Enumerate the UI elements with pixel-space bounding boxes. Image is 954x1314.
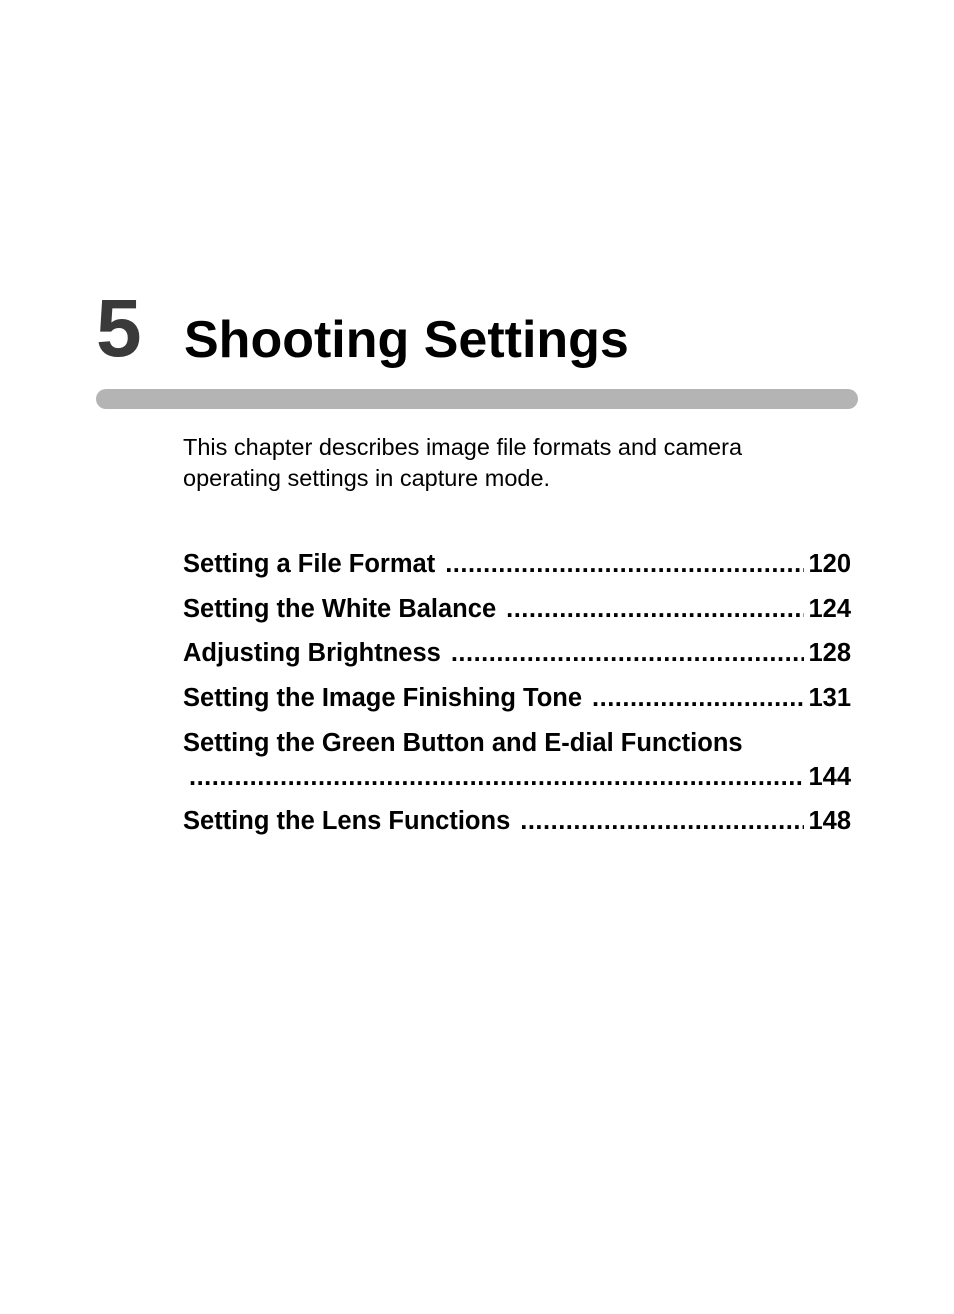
toc-entry-green-button[interactable] [183, 728, 851, 792]
toc-dot-leader [445, 549, 804, 579]
toc-entry-label: Setting the Image Finishing Tone [183, 684, 583, 713]
toc-entry-page: 120 [808, 550, 851, 578]
toc-entry-label: Setting the Green Button and E-dial Functions [183, 728, 743, 757]
chapter-title: Shooting Settings [184, 311, 629, 369]
toc-entry-lens-functions[interactable] [183, 806, 851, 836]
toc-entry-page: 148 [808, 807, 851, 836]
toc-entry-label: Setting the Lens Functions [183, 807, 511, 836]
toc-entry-label: Setting a File Format [183, 550, 436, 578]
toc-entry-page: 131 [808, 684, 851, 713]
toc-dot-leader [189, 762, 804, 792]
toc-entry-page: 128 [808, 639, 851, 668]
toc-entry-page: 144 [808, 762, 851, 791]
intro-line-2: operating settings in capture mode. [183, 465, 551, 491]
toc-entry-finishing-tone[interactable] [183, 683, 851, 713]
chapter-number: 5 [96, 283, 142, 374]
toc-entry-continuation [183, 762, 851, 792]
chapter-intro [183, 432, 843, 494]
intro-line-1: This chapter describes image file formats and camera [183, 434, 743, 460]
toc-entry-label: Adjusting Brightness [183, 639, 441, 668]
toc-entry-brightness[interactable] [183, 638, 851, 668]
toc-entry-file-format[interactable] [183, 549, 851, 579]
title-divider-bar [96, 389, 858, 409]
toc-dot-leader [592, 683, 804, 713]
toc-entry-label: Setting the White Balance [183, 594, 497, 623]
toc-dot-leader [520, 806, 804, 836]
table-of-contents [183, 549, 851, 851]
toc-dot-leader [451, 638, 805, 668]
toc-entry-page: 124 [808, 594, 851, 623]
toc-dot-leader [506, 594, 804, 624]
toc-entry-white-balance[interactable] [183, 594, 851, 624]
